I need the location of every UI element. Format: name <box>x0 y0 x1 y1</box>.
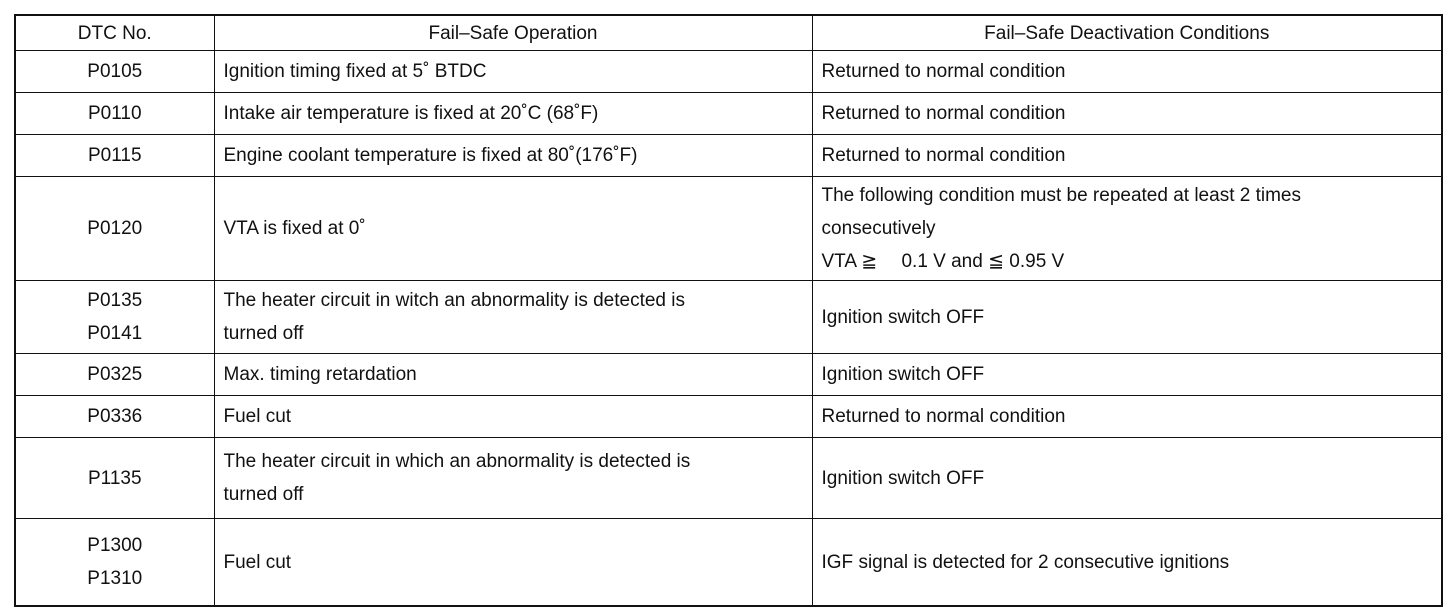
dtc-cell <box>15 135 214 177</box>
dtc-cell <box>15 177 214 281</box>
deactivation-text: IGF signal is detected for 2 consecutive ignitions <box>821 551 1230 573</box>
deactivation-text: Returned to normal condition <box>821 61 1066 82</box>
operation-text: The heater circuit in which an abnormality is detected is <box>223 451 691 472</box>
operation-text: Max. timing retardation <box>223 364 417 385</box>
table-header-row <box>15 15 1442 51</box>
dtc-code: P0325 <box>87 364 143 385</box>
operation-cell <box>214 438 812 519</box>
dtc-code: P0336 <box>87 406 143 427</box>
dtc-cell <box>15 519 214 607</box>
deactivation-text: Returned to normal condition <box>821 103 1066 124</box>
dtc-code: P0110 <box>87 103 142 124</box>
dtc-code: P1300 <box>87 535 143 556</box>
deactivation-text: Ignition switch OFF <box>821 467 985 489</box>
deactivation-cell <box>812 281 1442 354</box>
operation-cell <box>214 396 812 438</box>
deactivation-cell <box>812 93 1442 135</box>
operation-cell <box>214 51 812 93</box>
deactivation-cell <box>812 354 1442 396</box>
operation-cell <box>214 354 812 396</box>
table-row <box>15 135 1442 177</box>
deactivation-cell <box>812 438 1442 519</box>
operation-cell <box>214 281 812 354</box>
header-dtc-no: DTC No. <box>15 15 214 51</box>
dtc-code: P1135 <box>87 467 142 489</box>
table-row <box>15 354 1442 396</box>
dtc-code: P0120 <box>87 218 143 239</box>
dtc-cell <box>15 281 214 354</box>
deactivation-text: Returned to normal condition <box>821 406 1066 427</box>
table-row <box>15 396 1442 438</box>
operation-text: turned off <box>223 323 304 344</box>
header-fail-safe-operation: Fail–Safe Operation <box>214 15 812 51</box>
table-row <box>15 51 1442 93</box>
operation-text: Fuel cut <box>223 551 292 573</box>
operation-text: Engine coolant temperature is fixed at 80˚(176˚F) <box>223 145 638 166</box>
deactivation-cell <box>812 519 1442 607</box>
operation-text: Ignition timing fixed at 5˚ BTDC <box>223 61 487 82</box>
operation-text: The heater circuit in witch an abnormality is detected is <box>223 290 685 311</box>
dtc-code: P1310 <box>87 568 143 589</box>
header-deactivation-conditions: Fail–Safe Deactivation Conditions <box>812 15 1442 51</box>
table-row <box>15 93 1442 135</box>
deactivation-text: VTA ≧ 0.1 V and ≦ 0.95 V <box>821 251 1065 272</box>
deactivation-cell <box>812 135 1442 177</box>
dtc-cell <box>15 354 214 396</box>
fail-safe-table <box>14 14 1443 607</box>
deactivation-text: The following condition must be repeated at least 2 times <box>821 185 1301 206</box>
fail-safe-table-container <box>14 14 1443 607</box>
table-row <box>15 519 1442 607</box>
deactivation-text: Ignition switch OFF <box>821 306 985 328</box>
table-row <box>15 438 1442 519</box>
dtc-cell <box>15 93 214 135</box>
deactivation-cell <box>812 51 1442 93</box>
deactivation-cell <box>812 396 1442 438</box>
operation-cell <box>214 177 812 281</box>
operation-text: Intake air temperature is fixed at 20˚C (68˚F) <box>223 103 599 124</box>
dtc-cell <box>15 396 214 438</box>
dtc-code: P0115 <box>87 145 142 166</box>
dtc-cell <box>15 438 214 519</box>
operation-text: VTA is fixed at 0˚ <box>223 218 366 239</box>
dtc-code: P0105 <box>87 61 143 82</box>
deactivation-text: consecutively <box>821 218 936 239</box>
operation-text: turned off <box>223 484 304 505</box>
deactivation-text: Ignition switch OFF <box>821 364 985 385</box>
dtc-cell <box>15 51 214 93</box>
deactivation-cell <box>812 177 1442 281</box>
table-row <box>15 177 1442 281</box>
deactivation-text: Returned to normal condition <box>821 145 1066 166</box>
dtc-code: P0135 <box>87 290 143 311</box>
operation-text: Fuel cut <box>223 406 292 427</box>
operation-cell <box>214 93 812 135</box>
operation-cell <box>214 519 812 607</box>
table-row <box>15 281 1442 354</box>
dtc-code: P0141 <box>87 323 143 344</box>
operation-cell <box>214 135 812 177</box>
